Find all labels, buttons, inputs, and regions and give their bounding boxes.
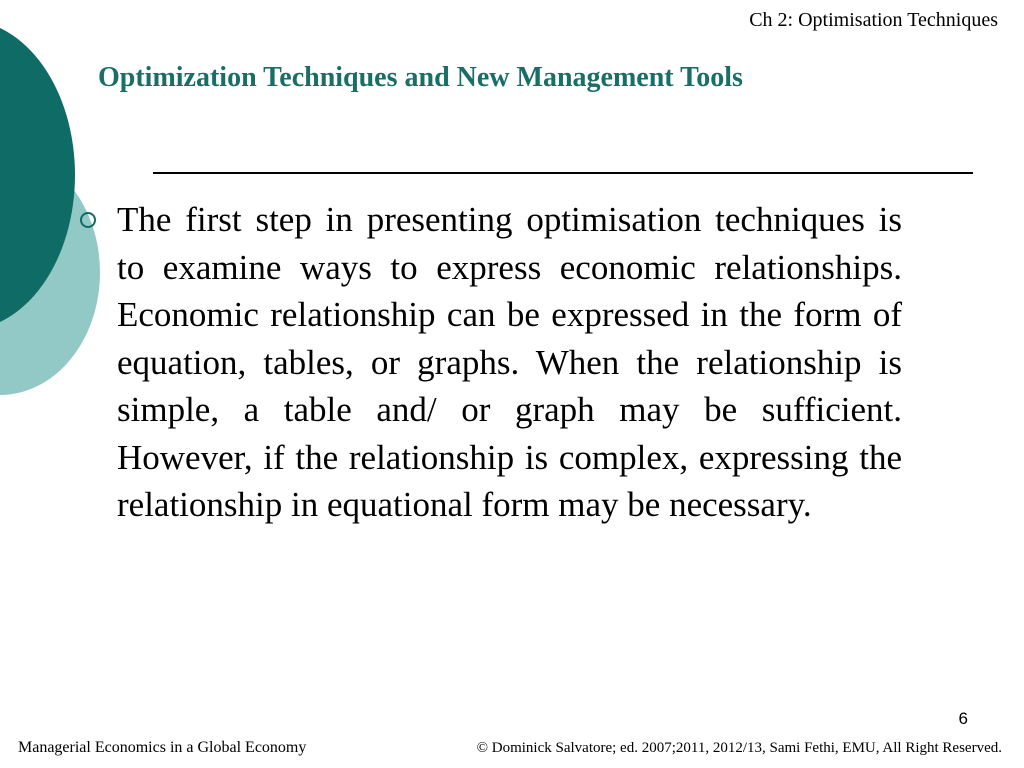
slide-title: Optimization Techniques and New Management Tools [98,62,743,93]
hollow-circle-bullet-icon [80,212,96,228]
bullet-text: The first step in presenting optimisation techniques is to examine ways to express economic relationships. Economic relationship can be expressed in the form of equation, tables, or graphs. When the relationship is simple, a table and/ or graph may be sufficient. However, if the relationship is complex, expressing the relationship in equational form may be necessary. [117,200,902,524]
chapter-label: Ch 2: Optimisation Techniques [749,9,998,31]
footer-copyright: © Dominick Salvatore; ed. 2007;2011, 2012/13, Sami Fethi, EMU, All Right Reserved. [476,740,1002,756]
title-underline-divider [153,172,973,174]
page-number: 6 [958,709,968,728]
footer-course-title: Managerial Economics in a Global Economy [18,739,307,756]
